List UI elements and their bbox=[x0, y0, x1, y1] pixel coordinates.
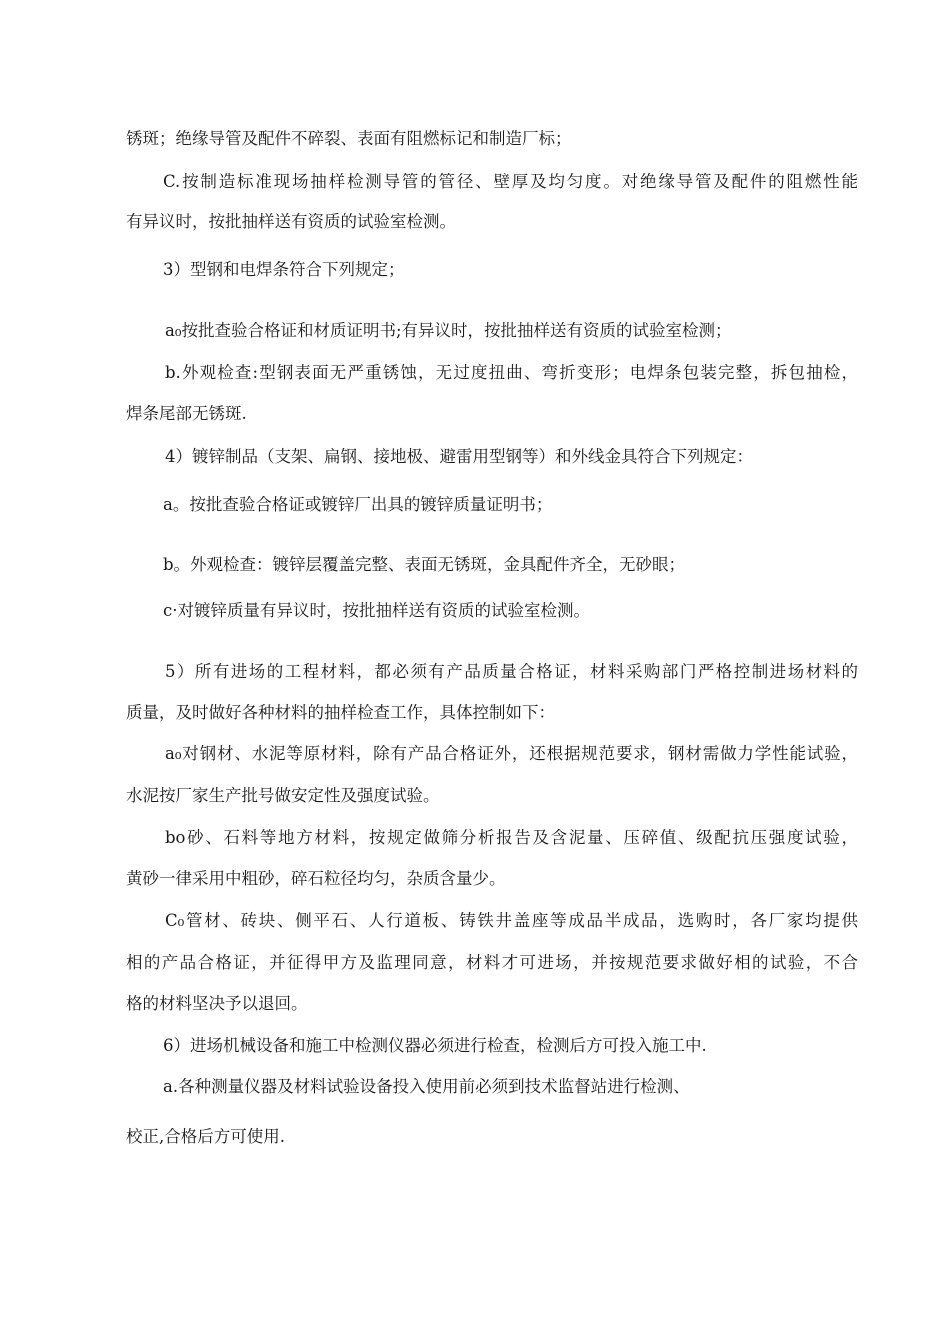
text-line: 格的材料坚决予以退回。 bbox=[126, 994, 308, 1013]
text-line: 焊条尾部无锈斑. bbox=[126, 404, 247, 423]
text-line: 质量，及时做好各种材料的抽样检查工作，具体控制如下： bbox=[126, 703, 555, 722]
text-line: C₀管材、砖块、侧平石、人行道板、铸铁井盖座等成品半成品，选购时，各厂家均提供 bbox=[165, 911, 858, 930]
text-line: 锈斑；绝缘导管及配件不碎裂、表面有阻燃标记和制造厂标； bbox=[126, 129, 572, 148]
text-line: C.按制造标准现场抽样检测导管的管径、壁厚及均匀度。对绝缘导管及配件的阻燃性能 bbox=[163, 172, 858, 191]
text-line: 黄砂一律采用中粗砂，碎石粒径均匀，杂质含量少。 bbox=[126, 869, 506, 888]
text-line: b.外观检查:型钢表面无严重锈蚀，无过度扭曲、弯折变形；电焊条包装完整，拆包抽检， bbox=[165, 363, 858, 382]
text-line: 5）所有进场的工程材料，都必须有产品质量合格证，材料采购部门严格控制进场材料的 bbox=[165, 662, 858, 681]
text-line: a.各种测量仪器及材料试验设备投入使用前必须到技术监督站进行检测、 bbox=[163, 1077, 690, 1096]
text-line: a。按批查验合格证或镀锌厂出具的镀锌质量证明书； bbox=[163, 495, 553, 514]
text-line: a₀对钢材、水泥等原材料，除有产品合格证外，还根据规范要求，钢材需做力学性能试验， bbox=[165, 744, 858, 763]
text-line: 3）型钢和电焊条符合下列规定； bbox=[163, 260, 405, 279]
text-line: bo砂、石料等地方材料，按规定做筛分析报告及含泥量、压碎值、级配抗压强度试验， bbox=[165, 828, 858, 847]
text-line: 4）镀锌制品（支架、扁钢、接地极、避雷用型钢等）和外线金具符合下列规定： bbox=[165, 447, 753, 466]
text-line: 水泥按厂家生产批号做安定性及强度试验。 bbox=[126, 786, 440, 805]
text-line: 相的产品合格证，并征得甲方及监理同意，材料才可进场，并按规范要求做好相的试验，不合 bbox=[126, 953, 858, 972]
text-line: a₀按批查验合格证和材质证明书;有异议时，按批抽样送有资质的试验室检测； bbox=[165, 321, 732, 340]
text-line: c·对镀锌质量有异议时，按批抽样送有资质的试验室检测。 bbox=[163, 601, 590, 620]
text-line: 有异议时，按批抽样送有资质的试验室检测。 bbox=[126, 212, 456, 231]
text-line: 6）进场机械设备和施工中检测仪器必须进行检查，检测后方可投入施工中. bbox=[163, 1036, 707, 1055]
text-line: b。外观检查：镀锌层覆盖完整、表面无锈斑，金具配件齐全，无砂眼； bbox=[163, 555, 686, 574]
text-line: 校正,合格后方可使用. bbox=[126, 1127, 285, 1146]
